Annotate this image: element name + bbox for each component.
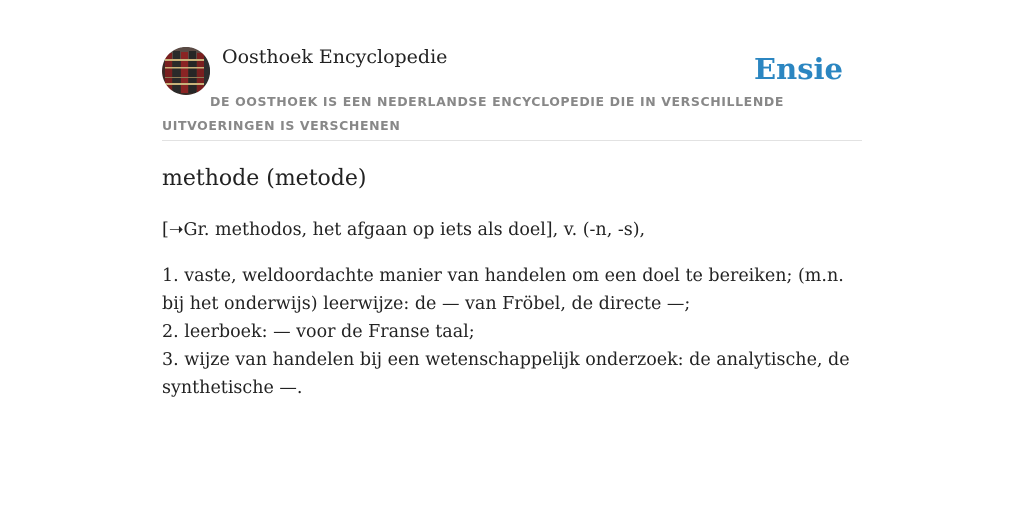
definition-item: 2. leerboek: — voor de Franse taal; [162, 322, 475, 342]
definition-item: 3. wijze van handelen bij een wetenschappelijk onderzoek: de analytische, de synthetische —. [162, 350, 850, 398]
encyclopedia-books-icon [162, 47, 210, 95]
definitions [162, 262, 862, 402]
brand-logo[interactable]: Ensie [754, 52, 843, 86]
definition-item: 1. vaste, weldoordachte manier van handelen om een doel te bereiken; (m.n. bij het onderwijs) leerwijze: de — van Fröbel, de directe —; [162, 266, 844, 314]
site-tagline: DE OOSTHOEK IS EEN NEDERLANDSE ENCYCLOPEDIE DIE IN VERSCHILLENDE UITVOERINGEN IS VERSCHENEN [162, 94, 784, 133]
site-header [162, 46, 862, 141]
encyclopedia-avatar[interactable] [162, 47, 210, 95]
site-name[interactable]: Oosthoek Encyclopedie [222, 46, 448, 68]
article [162, 164, 862, 402]
page-title: methode (metode) [162, 166, 367, 191]
etymology: [➝Gr. methodos, het afgaan op iets als doel], v. (-n, -s), [162, 220, 646, 240]
